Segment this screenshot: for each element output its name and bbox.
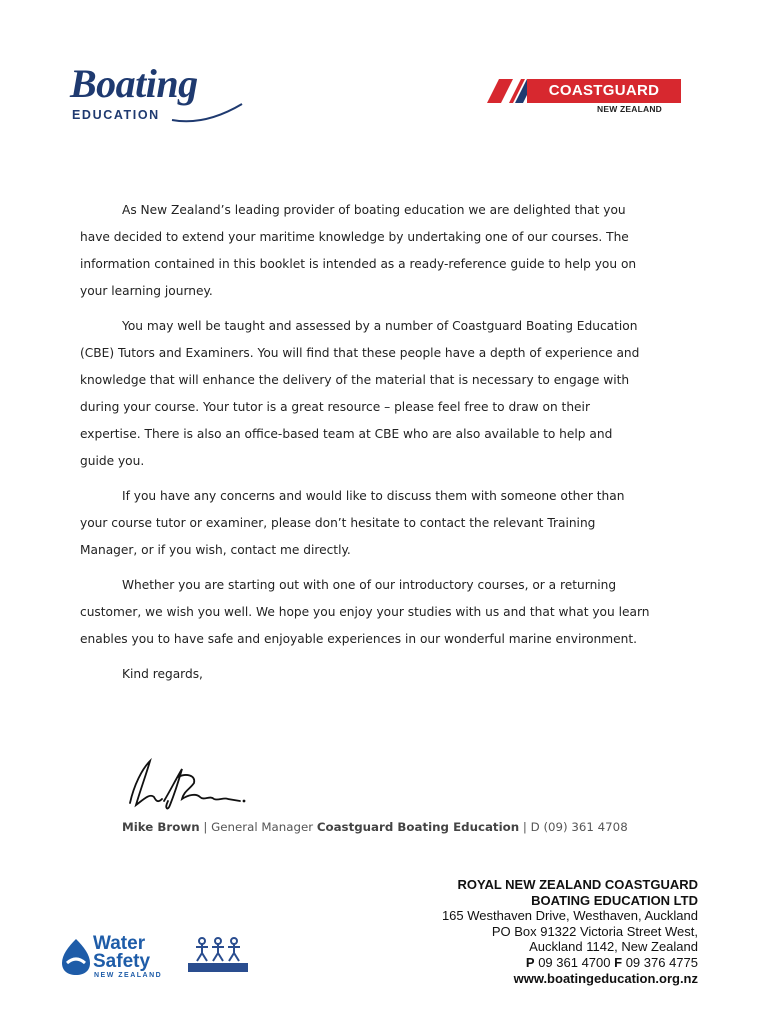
phone-number: 09 361 4700: [538, 954, 611, 970]
signature-line: [122, 820, 628, 834]
address-block: [442, 877, 698, 986]
signer-organisation: Coastguard Boating Education: [316, 820, 520, 834]
partner-logo-band: [188, 963, 248, 972]
paragraph: As New Zealand’s leading provider of boating education we are delighted that you have decided to extend your maritime knowledge by undertaking one of our courses. The information contained in this booklet is intended as a ready-reference guide to help you on your learning journey.: [80, 203, 637, 298]
signer-name: Mike Brown: [122, 820, 200, 834]
boating-logo-word: Boating: [70, 61, 198, 106]
address-street: 165 Westhaven Drive, Westhaven, Auckland: [441, 908, 698, 924]
phone-label: P: [525, 954, 535, 970]
water-safety-line1: Water: [93, 933, 146, 954]
address-org-line1: ROYAL NEW ZEALAND COASTGUARD: [457, 877, 698, 892]
letter-body: [80, 197, 650, 696]
address-org-line2: BOATING EDUCATION LTD: [531, 892, 698, 908]
direct-phone: D (09) 361 4708: [530, 820, 628, 834]
water-drop-icon: [60, 937, 92, 977]
fax-label: F: [614, 954, 623, 970]
paragraph: You may well be taught and assessed by a number of Coastguard Boating Education (CBE) Tutors and Examiners. You will find that these people have a depth of experience and knowledge that will enhance the delivery of the material that is necessary to engage with during your course. Your tutor is a great resource – please feel free to draw on their expertise. There is also an office-based team at CBE who are also available to help and guide you.: [80, 319, 640, 468]
people-icon: [188, 935, 248, 963]
address-po-box: PO Box 91322 Victoria Street West,: [491, 923, 698, 939]
water-safety-words: [93, 935, 150, 971]
coastguard-logo: [485, 75, 683, 115]
boating-education-logo: [70, 62, 245, 124]
separator: |: [199, 820, 212, 834]
separator: |: [519, 820, 531, 834]
paragraph: Whether you are starting out with one of our introductory courses, or a returning customer, we wish you well. We hope you enjoy your studies with us and that what you learn enables you to have safe and enjoyable experiences in our wonderful marine environment.: [80, 578, 650, 646]
signature: [120, 755, 250, 815]
swoosh-icon: [170, 102, 245, 124]
website-link[interactable]: www.boatingeducation.org.nz: [513, 970, 698, 986]
water-safety-line2: Safety: [93, 951, 151, 972]
partner-logo: [188, 935, 248, 980]
address-city: Auckland 1142, New Zealand: [529, 939, 698, 955]
contact-numbers: [442, 955, 698, 971]
water-safety-logo: [60, 935, 170, 981]
boating-logo-subtitle: EDUCATION: [72, 108, 160, 122]
coastguard-country: NEW ZEALAND: [597, 104, 662, 114]
closing: Kind regards,: [122, 667, 203, 681]
fax-number: 09 376 4775: [625, 954, 698, 970]
water-safety-country: NEW ZEALAND: [94, 972, 163, 979]
paragraph: If you have any concerns and would like to discuss them with someone other than your course tutor or examiner, please don’t hesitate to contact the relevant Training Manager, or if you wish, contact me directly.: [80, 489, 625, 557]
signer-role: General Manager: [211, 820, 317, 834]
coastguard-name: COASTGUARD: [527, 79, 681, 103]
